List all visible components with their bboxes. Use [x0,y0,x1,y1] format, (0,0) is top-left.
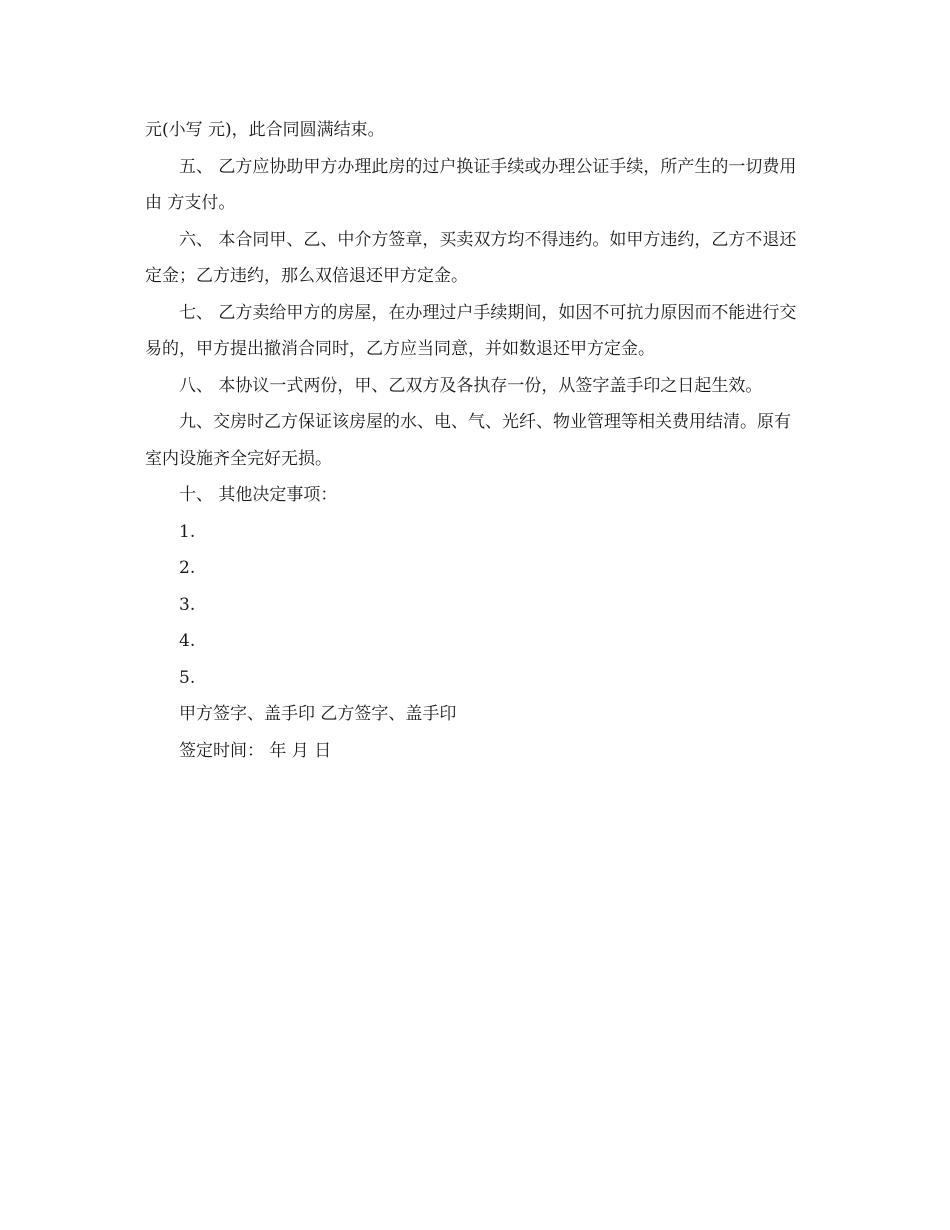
paragraph-payment-conclusion: 元(小写 元)，此合同圆满结束。 [145,120,385,140]
paragraph-clause-7: 七、 乙方卖给甲方的房屋，在办理过户手续期间，如因不可抗力原因而不能进行交易的，甲方提出撤消合同时，乙方应当同意，并如数退还甲方定金。 [145,302,797,359]
list-item: 1. [179,521,196,542]
list-item: 5. [179,667,196,688]
document-page [145,112,805,769]
list-item: 4. [179,631,196,651]
paragraph-clause-5: 五、 乙方应协助甲方办理此房的过户换证手续或办理公证手续，所产生的一切费用由 方支付。 [145,156,797,213]
paragraph-clause-10: 十、 其他决定事项： [179,485,338,505]
paragraph-clause-9: 九、交房时乙方保证该房屋的水、电、气、光纤、物业管理等相关费用结清。原有室内设施齐全完好无损。 [145,412,791,469]
list-item: 3. [179,594,196,615]
paragraph-clause-6: 六、 本合同甲、乙、中介方签章，买卖双方均不得违约。如甲方违约，乙方不退还定金；乙方违约，那么双倍退还甲方定金。 [145,229,797,286]
signature-line: 甲方签字、盖手印 乙方签字、盖手印 [179,704,457,724]
paragraph-clause-8: 八、 本协议一式两份，甲、乙双方及各执存一份，从签字盖手印之日起生效。 [179,375,763,396]
signing-date-line: 签定时间： 年 月 日 [179,740,332,761]
list-item: 2. [179,558,196,578]
